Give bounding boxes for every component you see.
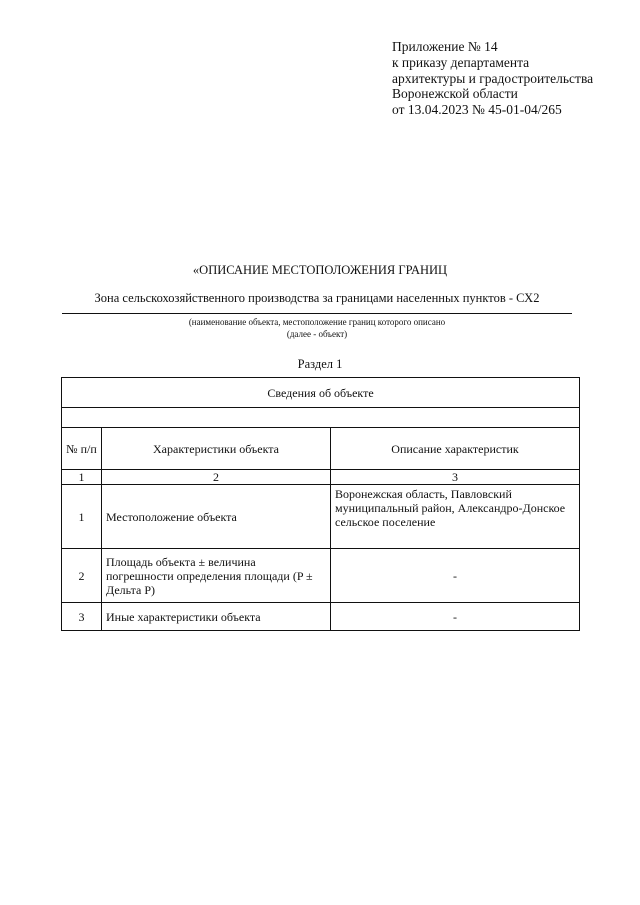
- col-number: 1: [62, 470, 102, 485]
- row-characteristic: Иные характеристики объекта: [102, 603, 331, 631]
- row-num: 1: [62, 485, 102, 549]
- section-label: Раздел 1: [297, 357, 343, 371]
- row-description: Воронежская область, Павловский муниципальный район, Александро-Донское сельское поселение: [331, 485, 580, 549]
- row-description: -: [331, 549, 580, 603]
- col-number: 3: [331, 470, 580, 485]
- table-row: [62, 485, 580, 549]
- caption-line: (наименование объекта, местоположение границ которого описано: [188, 317, 446, 327]
- col-number: 2: [102, 470, 331, 485]
- row-description: -: [331, 603, 580, 631]
- row-characteristic: Местоположение объекта: [102, 485, 331, 549]
- document-title: «ОПИСАНИЕ МЕСТОПОЛОЖЕНИЯ ГРАНИЦ: [192, 263, 448, 277]
- header-characteristic: Характеристики объекта: [102, 428, 331, 470]
- appendix-line: Приложение № 14: [392, 39, 498, 54]
- header-num: № п/п: [62, 428, 102, 470]
- appendix-line: Воронежской области: [392, 86, 518, 102]
- table-caption: Сведения об объекте: [62, 378, 580, 408]
- appendix-line: от 13.04.2023 № 45-01-04/265: [392, 102, 562, 118]
- appendix-line: архитектуры и градостроительства: [392, 70, 594, 86]
- row-num: 2: [62, 549, 102, 603]
- row-num: 3: [62, 603, 102, 631]
- object-name-underline: [62, 313, 572, 314]
- appendix-line: к приказу департамента: [392, 54, 530, 70]
- table-row: [62, 549, 580, 603]
- table-empty-row: [62, 408, 580, 428]
- appendix-note: [392, 39, 593, 118]
- table-row: [62, 603, 580, 631]
- object-name: Зона сельскохозяйственного производства за границами населенных пунктов - СХ2: [94, 291, 540, 305]
- object-name-caption: [62, 316, 572, 340]
- header-description: Описание характеристик: [331, 428, 580, 470]
- row-characteristic: Площадь объекта ± величина погрешности определения площади (P ± Дельта P): [102, 549, 331, 603]
- object-info-table: [61, 377, 580, 631]
- caption-line: (далее - объект): [286, 329, 348, 339]
